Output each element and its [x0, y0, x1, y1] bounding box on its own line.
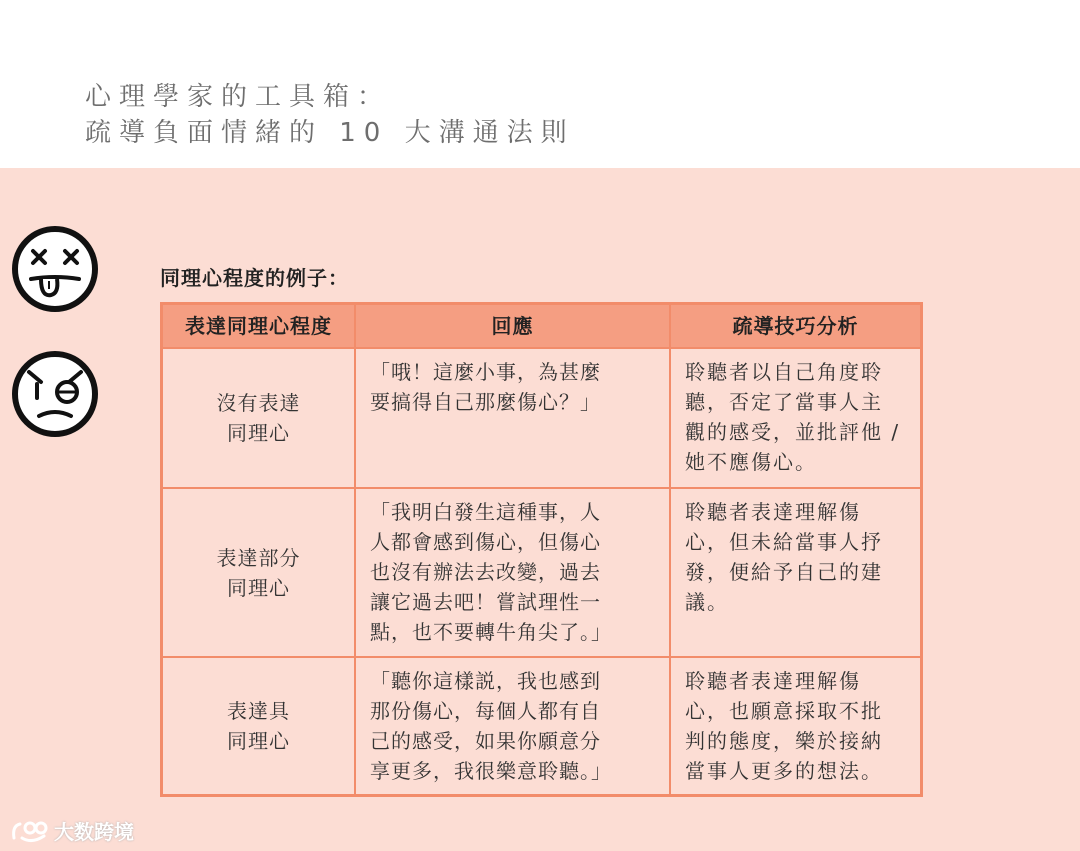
table-cell-level: 表達部分 同理心	[216, 545, 301, 600]
watermark-text: 大数跨境	[54, 820, 134, 844]
table-cell-analysis: 聆聽者表達理解傷 心，也願意採取不批 判的態度，樂於接納 當事人更多的想法。	[685, 669, 883, 783]
table-cell-response: 「聽你這樣説，我也感到 那份傷心，每個人都有自 己的感受，如果你願意分 享更多，我很樂意聆聽。」	[370, 669, 612, 783]
section-heading: 同理心程度的例子：	[160, 266, 349, 290]
dizzy-face-icon	[11, 225, 99, 313]
column-header-response: 回應	[491, 314, 534, 338]
page-title-line-1: 心理學家的工具箱：	[85, 82, 392, 112]
column-header-analysis: 疏導技巧分析	[732, 314, 859, 338]
logo-mark-icon	[10, 818, 50, 844]
table-cell-analysis: 聆聽者以自己角度聆 聽，否定了當事人主 觀的感受，並批評他 / 她不應傷心。	[685, 360, 901, 474]
table-cell-analysis: 聆聽者表達理解傷 心，但未給當事人抒 發，便給予自己的建 議。	[685, 500, 883, 614]
column-header-level: 表達同理心程度	[185, 314, 332, 338]
page-header	[0, 0, 1080, 168]
table-cell-response: 「哦！這麼小事，為甚麼 要搞得自己那麼傷心？」	[370, 360, 601, 414]
page-title-line-2: 疏導負面情緒的 10 大溝通法則	[85, 118, 575, 148]
watermark	[10, 816, 134, 845]
table-cell-response: 「我明白發生這種事，人 人都會感到傷心，但傷心 也沒有辦法去改變，過去 讓它過去吧！嘗試理性一 點，也不要轉牛角尖了。」	[370, 500, 612, 644]
table-cell-level: 沒有表達 同理心	[216, 391, 301, 445]
empathy-table	[160, 302, 923, 797]
table-header-row	[163, 305, 920, 349]
table-cell-level: 表達具 同理心	[227, 699, 290, 753]
angry-face-icon	[11, 350, 99, 438]
